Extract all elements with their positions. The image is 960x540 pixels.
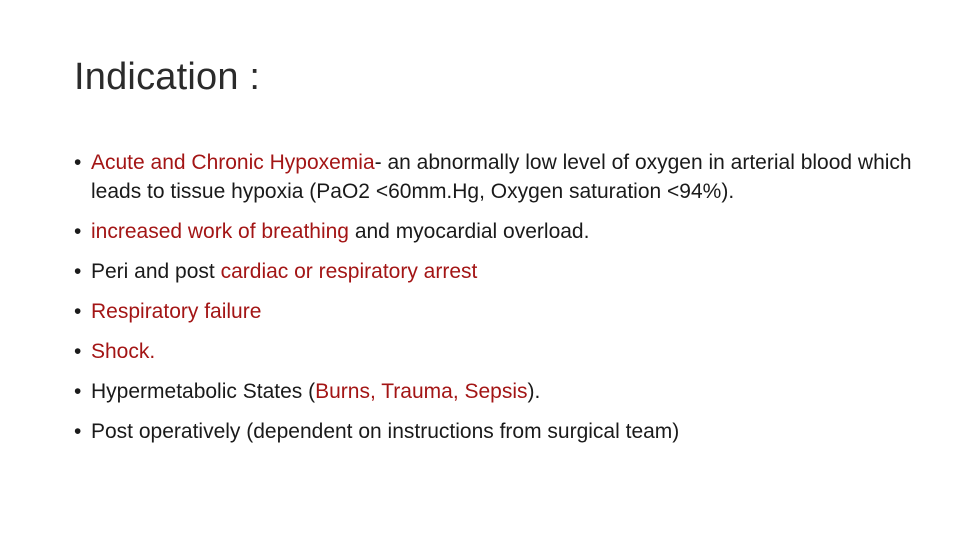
highlight-text: Shock. — [91, 340, 156, 363]
bullet-dot: • — [74, 260, 82, 283]
highlight-text: Acute and Chronic Hypoxemia — [91, 151, 375, 174]
slide-title: Indication : — [74, 56, 261, 98]
bullet-text: and myocardial overload. — [348, 220, 590, 243]
bullet-item-work-of-breathing — [74, 217, 914, 246]
highlight-text: , — [369, 380, 382, 403]
highlight-text: cardiac or respiratory arrest — [220, 260, 478, 283]
highlight-text: Trauma — [381, 380, 453, 403]
bullet-dot: • — [74, 220, 82, 243]
bullet-item-hypermetabolic — [74, 377, 914, 406]
highlight-text: Respiratory failure — [91, 300, 262, 323]
highlight-text: Burns — [315, 380, 370, 403]
bullet-text: Post operatively (dependent on instructions from surgical team) — [91, 420, 680, 443]
bullet-list — [74, 148, 914, 457]
bullet-item-hypoxemia — [74, 148, 914, 206]
bullet-dot: • — [74, 340, 82, 363]
bullet-item-arrest — [74, 257, 914, 286]
highlight-text: Sepsis — [464, 380, 528, 403]
bullet-text: - an abnormally low level of oxygen in arterial blood which leads to tissue hypoxia (PaO2 <60mm.Hg, Oxygen saturation <94%). — [91, 151, 912, 203]
bullet-text: Peri and post — [91, 260, 221, 283]
bullet-dot: • — [74, 151, 82, 174]
bullet-text: Hypermetabolic States ( — [91, 380, 316, 403]
bullet-item-post-operatively — [74, 417, 914, 446]
bullet-item-respiratory-failure — [74, 297, 914, 326]
bullet-dot: • — [74, 380, 82, 403]
bullet-dot: • — [74, 420, 82, 443]
bullet-text: ). — [527, 380, 541, 403]
highlight-text: , — [452, 380, 465, 403]
highlight-text: increased work of breathing — [91, 220, 349, 243]
bullet-item-shock — [74, 337, 914, 366]
bullet-dot: • — [74, 300, 82, 323]
